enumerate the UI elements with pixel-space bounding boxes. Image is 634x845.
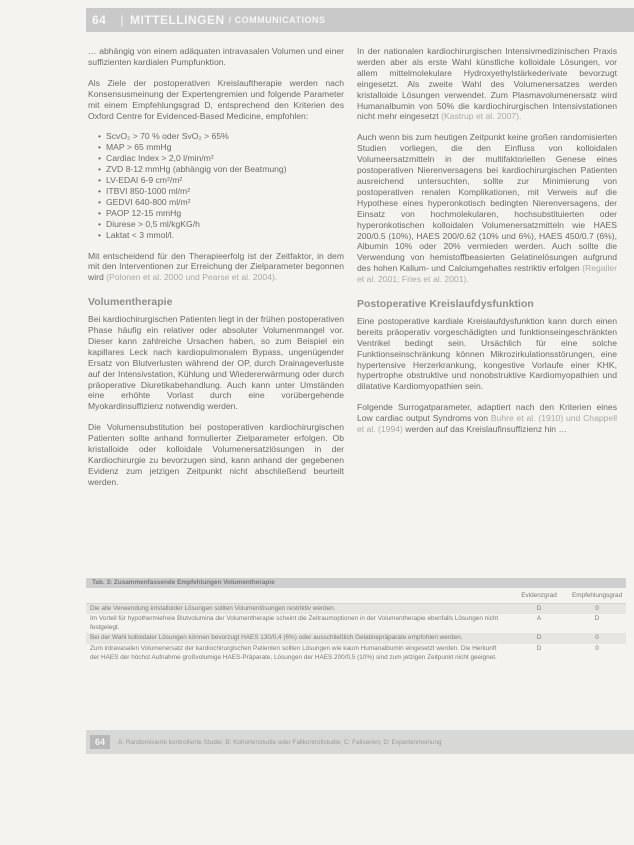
row-text: Bei der Wahl kolloidaler Lösungen können bevorzugt HAES 130/0,4 (6%) oder ausschließlich Gelatinepräparate empfohlen werden. xyxy=(90,634,463,642)
list-item: • GEDVI 640-800 ml/m² xyxy=(98,197,344,208)
evidence-column-header: Evidenzgrad xyxy=(521,592,557,599)
recommendation-table xyxy=(86,578,626,663)
list-item: • ITBVI 850-1000 ml/m² xyxy=(98,186,344,197)
criteria-text-end: werden auf das Kreislaufinsuffizienz hin … xyxy=(405,424,568,435)
header-separator: | xyxy=(120,13,124,27)
substitution-paragraph: Die Volumensubstitution bei postoperativen kardiochirurgischen Patienten sollte anhand formulierter Zielparameter erfolgen. Ob kristalloide oder kolloidale Volumenersatzlösungen in der Kardiochirurgie zu bevorzugen sind, kann anhand der gegebenen Evidenz zum jetzigen Zeitpunkt nicht abschließend beurteilt werden. xyxy=(88,422,344,487)
right-column xyxy=(357,46,617,445)
row-grade: 0 xyxy=(595,604,599,612)
row-grade: 0 xyxy=(595,634,599,642)
table-row xyxy=(86,644,626,663)
dysfunction-heading: Postoperative Kreislaufdysfunktion xyxy=(357,298,534,311)
criteria-text: Folgende Surrogatparameter, adaptiert nach den Kriterien eines Low cardiac output Syndroms von xyxy=(357,402,617,424)
list-item: • LV-EDAI 6-9 cm²/m² xyxy=(98,175,344,186)
row-grade: D xyxy=(594,615,600,623)
page-number: 64 xyxy=(92,13,107,27)
row-evidence: A xyxy=(536,615,542,623)
target-parameter-list xyxy=(88,131,344,240)
list-item: • MAP > 65 mmHg xyxy=(98,142,344,153)
table-row xyxy=(86,633,626,644)
practice-text: In der nationalen kardiochirurgischen Intensivmedizinischen Praxis werden aber als erste Wahl künstliche kolloidale Lösungen, vor allem mittelmolekulare Hydroxyethylstärkederivate bevorzugt eingesetzt. Als zweite Wahl des Volumenersatzes werden kristalloide Lösungen verwendet. Zum Plasmavolumenersatz wird Humanalbumin von 50% die kardiochirurgischen Intensivstationen nicht mehr eingesetzt xyxy=(357,46,617,122)
row-evidence: D xyxy=(536,634,542,642)
goals-paragraph: Als Ziele der postoperativen Kreislauftherapie werden nach Konsensusmeinung der Expertengremien und folgende Parameter mit einem Empfehlungsgrad D, entsprechend den Kriterien des Oxford Centre for Evidenced-Based Medicine, empfohlen: xyxy=(88,77,344,121)
criteria-citation: Buhre et al. (1910) und Chappell et al. (1994) xyxy=(357,413,618,435)
table-caption: Tab. 3: Zusammenfassende Empfehlungen Volumentherapie xyxy=(86,578,626,588)
timing-text: Mit entscheidend für den Therapieerfolg ist der Zeitfaktor, in dem mit den Interventionen zur Erreichung der Zielparameter begonnen wird xyxy=(88,250,344,283)
studies-text: Auch wenn bis zum heutigen Zeitpunkt keine großen randomisierten Studien vorliegen, die den Einfluss von kolloidalen Volumeersatzmitteln in der multifaktoriellen Genese eines postoperativen Nierenversagens bei kardiochirurgischen Patienten ausreichend untersuchten, sollte zur Minimierung von postoperativen renalen Komplikationen, mit Verweis auf die Hypothese eines hyperonkotisch bedingten Nierenversagens, der Einsatz von hochmolekularen, hochsubstituierten oder hyperonkotischen kolloidalen Volumenersatzmitteln wie HAES 200/0.5 (10%), HAES 200/0.62 (10% und 6%), HAES 450/0.7 (6%), Albumin 10% oder 20% vermieden werden. Auch sollte die Verwendung von hemistoffbeasierten Gelatinelösungen aufgrund des hohen Kalium- und Calciumgehaltes restriktiv erfolgen xyxy=(357,132,617,274)
row-text: Die alle Verwendung kristalloider Lösungen sollten Volumenlösungen restriktiv werden. xyxy=(90,604,336,612)
row-text: Zum intravasalen Volumenersatz der kardiochirurgischen Patienten sollten Lösungen wie kaum Humanalbumin eingesetzt werden. Die Herkunft der HAES der höchst Aufnahme großvolumige HAES-Präparate, Lösungen der HAES 200/0,5 (10%) sind zum jetzigen Zeitpunkt nicht geeignet. xyxy=(90,644,497,661)
practice-citation: (Kastrup et al. 2007). xyxy=(441,111,522,122)
list-item: • Cardiac Index > 2,0 l/min/m² xyxy=(98,153,344,164)
dysfunction-paragraph: Eine postoperative kardiale Kreislaufdysfunktion kann durch einen bereits präoperativ vorgeschädigten und funktionseingeschränkten Ventrikel bedingt sein. Ursächlich für eine solche Funktionseinschränkung können Mikrozirkulationsstörungen, eine hypertensive Herzerkrankung, kongestive Vorlaufe einer KHK, hypertrophe obstruktive und nonobstruktive Kardiomyopathien und dilatative Kardiomyopathien sein. xyxy=(357,315,617,392)
table-body xyxy=(86,604,626,664)
table-row xyxy=(86,614,626,633)
list-item: • Diurese > 0,5 ml/kgKG/h xyxy=(98,219,344,230)
section-title: / COMMUNICATIONS xyxy=(228,15,326,25)
list-item: • ScvO₂ > 70 % oder SvO₂ > 65% xyxy=(98,131,344,142)
intro-paragraph: … abhängig von einem adäquaten intravasalen Volumen und einer suffizienten kardialen Pumpfunktion. xyxy=(88,46,344,67)
studies-paragraph xyxy=(357,132,617,285)
recommendation-column-header: Empfehlungsgrad xyxy=(571,592,623,599)
row-evidence: D xyxy=(536,644,542,652)
practice-paragraph xyxy=(357,46,617,122)
footnote-bar xyxy=(86,730,634,754)
footnote-page-number: 64 xyxy=(90,735,110,749)
row-evidence: D xyxy=(536,604,542,612)
volume-therapy-heading: Volumentherapie xyxy=(88,296,173,309)
list-item: • ZVD 8-12 mmHg (abhängig von der Beatmung) xyxy=(98,164,344,175)
list-item: • Laktat < 3 mmol/l. xyxy=(98,230,344,241)
row-text: Im Vorteil für hypothermiefreie Blutvolumina der Volumentherapie scheint die Zeitraumoptionen in der Volumentherapie ebenfalls Lösungen nicht festgelegt. xyxy=(90,615,499,631)
footnote-text: A: Randomisierte kontrollierte Studie; B: Kohortenstudie oder Fallkontrollstudie; C: Fallserien; D: Expertenmeinung xyxy=(118,738,442,746)
running-header xyxy=(86,8,634,32)
list-item: • PAOP 12-15 mmHg xyxy=(98,208,344,219)
timing-citation: (Polonen et al. 2000 und Pearse et al. 2004). xyxy=(106,272,278,283)
table-header xyxy=(86,588,626,604)
chapter-title: MITTELLINGEN xyxy=(129,13,225,27)
row-grade: 0 xyxy=(595,644,599,652)
criteria-paragraph xyxy=(357,402,617,435)
volume-paragraph: Bei kardiochirurgischen Patienten liegt in der frühen postoperativen Phase häufig ein relativer oder absoluter Volumenmangel vor. Dieser kann zahlreiche Ursachen haben, so zum Beispiel ein kapillares Leck nach kardiopulmonalem Bypass, ungenügender Ersatz von Blutverlusten während der OP, durch Drainageverluste auf der Intensivstation, Kühlung und Wiedererwärmung oder durch präoperative Diuretikabehandlung. Auch kann unter Umständen eine erhöhte Vorlast durch eine vorübergehende Myokardinsuffizienz notwendig werden. xyxy=(88,314,344,412)
left-column xyxy=(88,46,344,498)
table-row xyxy=(86,604,626,615)
studies-citation: (Regaller et al. 2001; Fries et al. 2001). xyxy=(357,263,618,285)
timing-paragraph xyxy=(88,251,344,284)
